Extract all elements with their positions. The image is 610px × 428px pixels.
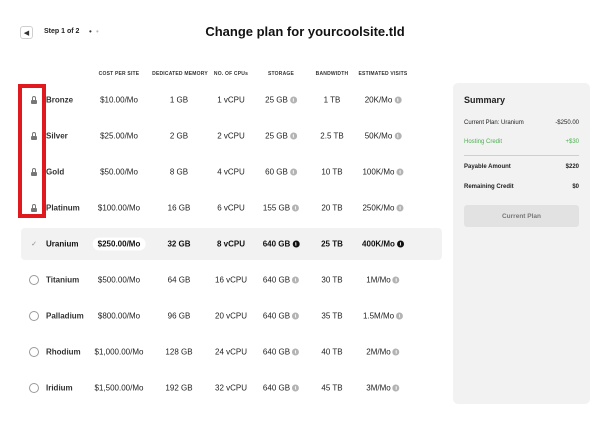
- info-icon[interactable]: i: [394, 133, 401, 140]
- info-icon[interactable]: i: [290, 169, 297, 176]
- info-icon[interactable]: i: [292, 313, 299, 320]
- plan-row-iridium[interactable]: [21, 372, 442, 404]
- plan-name: Titanium: [46, 275, 80, 285]
- plan-memory: [170, 96, 188, 105]
- memory-value: 16 GB: [167, 203, 191, 213]
- cpus-value: 32 vCPU: [214, 383, 248, 393]
- radio-icon[interactable]: [29, 347, 39, 357]
- cost-value: $250.00/Mo: [93, 238, 146, 251]
- remaining-label: Remaining Credit: [464, 184, 514, 190]
- cpus-value: 8 vCPU: [216, 239, 246, 249]
- summary-hosting-credit: [464, 139, 579, 145]
- storage-value: 640 GB: [262, 239, 291, 249]
- plan-cpus: [217, 204, 245, 213]
- plan-memory: [165, 348, 192, 357]
- plan-cost: [98, 204, 140, 213]
- storage-value: 25 GB: [265, 131, 288, 141]
- cost-value: $50.00/Mo: [100, 167, 138, 177]
- cpus-value: 4 vCPU: [217, 167, 245, 177]
- info-icon[interactable]: i: [292, 241, 299, 248]
- storage-value: 60 GB: [265, 167, 288, 177]
- column-cost: COST PER SITE: [98, 71, 140, 77]
- info-icon[interactable]: i: [396, 313, 403, 320]
- step-dots: • •: [89, 27, 100, 36]
- lock-icon: [29, 203, 39, 213]
- visits-value: 50K/Mo: [364, 131, 393, 141]
- summary-remaining: [464, 184, 579, 190]
- memory-value: 64 GB: [167, 275, 191, 285]
- lock-icon: [29, 95, 39, 105]
- plan-row-titanium[interactable]: [21, 264, 442, 296]
- radio-icon[interactable]: [29, 311, 39, 321]
- memory-value: 2 GB: [169, 131, 189, 141]
- plan-storage: [263, 204, 299, 213]
- plan-cost: [98, 312, 140, 321]
- plan-storage: [265, 168, 297, 177]
- plan-bandwidth: [324, 96, 341, 105]
- plan-cpus: [217, 240, 245, 249]
- plan-cpus: [215, 312, 247, 321]
- plan-memory: [170, 168, 188, 177]
- plan-cpus: [217, 132, 245, 141]
- info-icon[interactable]: i: [393, 385, 400, 392]
- plan-row-bronze: [21, 84, 442, 116]
- info-icon[interactable]: i: [397, 169, 404, 176]
- cost-value: $25.00/Mo: [100, 131, 138, 141]
- plan-name: Uranium: [46, 239, 79, 249]
- column-storage: STORAGE: [267, 71, 295, 77]
- visits-value: 400K/Mo: [362, 239, 395, 249]
- hosting-credit-value: +$30: [565, 139, 579, 145]
- plan-cpus: [215, 276, 247, 285]
- column-memory: DEDICATED MEMORY: [152, 71, 208, 77]
- plan-bandwidth: [321, 240, 343, 249]
- summary-current-plan: [464, 120, 579, 126]
- plan-visits: [362, 204, 403, 213]
- plan-name: Bronze: [46, 95, 74, 105]
- lock-icon: [29, 167, 39, 177]
- step-indicator: Step 1 of 2: [44, 28, 80, 35]
- info-icon[interactable]: i: [292, 385, 299, 392]
- storage-value: 640 GB: [262, 347, 291, 357]
- bandwidth-value: 25 TB: [321, 239, 343, 249]
- cost-value: $800.00/Mo: [97, 311, 141, 321]
- memory-value: 96 GB: [167, 311, 191, 321]
- payable-label: Payable Amount: [464, 164, 511, 170]
- memory-value: 8 GB: [169, 167, 189, 177]
- remaining-value: $0: [572, 184, 579, 190]
- info-icon[interactable]: i: [397, 205, 404, 212]
- summary-payable: [464, 164, 579, 170]
- visits-value: 100K/Mo: [362, 167, 395, 177]
- plan-cost: [100, 96, 138, 105]
- plan-memory: [170, 132, 188, 141]
- plan-storage: [263, 240, 300, 249]
- visits-value: 1.5M/Mo: [362, 311, 395, 321]
- plan-memory: [168, 204, 191, 213]
- memory-value: 1 GB: [169, 95, 189, 105]
- page-title: Change plan for yourcoolsite.tld: [205, 24, 405, 39]
- plan-storage: [265, 132, 297, 141]
- plan-cost: [98, 276, 140, 285]
- plan-cost: [93, 238, 146, 251]
- storage-value: 25 GB: [265, 95, 288, 105]
- column-visits: ESTIMATED VISITS: [358, 71, 408, 77]
- plan-memory: [165, 384, 192, 393]
- plan-bandwidth: [321, 204, 342, 213]
- current-plan-value: -$250.00: [555, 120, 579, 126]
- bandwidth-value: 10 TB: [321, 167, 343, 177]
- plan-bandwidth: [321, 168, 342, 177]
- back-button[interactable]: [20, 26, 33, 39]
- bandwidth-value: 45 TB: [321, 383, 343, 393]
- info-icon[interactable]: i: [393, 277, 400, 284]
- plan-visits: [366, 276, 399, 285]
- info-icon[interactable]: i: [292, 349, 299, 356]
- summary-panel: [453, 83, 590, 404]
- plan-visits: [366, 348, 399, 357]
- plan-row-gold: [21, 156, 442, 188]
- visits-value: 20K/Mo: [364, 95, 393, 105]
- plan-row-silver: [21, 120, 442, 152]
- cpus-value: 6 vCPU: [217, 203, 245, 213]
- plan-cost: [100, 132, 138, 141]
- plan-cpus: [217, 168, 245, 177]
- plan-storage: [263, 384, 299, 393]
- plan-name: Rhodium: [46, 347, 81, 357]
- summary-title: Summary: [464, 95, 506, 105]
- visits-value: 3M/Mo: [366, 383, 391, 393]
- header: [0, 0, 610, 64]
- plan-cpus: [217, 96, 245, 105]
- chevron-left-icon: ◀: [23, 29, 30, 37]
- plan-bandwidth: [321, 312, 342, 321]
- plan-visits: [365, 96, 402, 105]
- plan-memory: [168, 312, 191, 321]
- plan-visits: [362, 240, 404, 249]
- plan-visits: [366, 384, 399, 393]
- plan-cpus: [215, 348, 247, 357]
- cost-value: $500.00/Mo: [97, 275, 141, 285]
- column-bandwidth: BANDWIDTH: [315, 71, 349, 77]
- payable-value: $220: [565, 164, 579, 170]
- plan-name: Iridium: [46, 383, 73, 393]
- info-icon[interactable]: i: [290, 97, 297, 104]
- summary-divider: [464, 155, 579, 156]
- info-icon[interactable]: i: [397, 241, 404, 248]
- plan-row-platinum: [21, 192, 442, 224]
- memory-value: 32 GB: [167, 239, 191, 249]
- info-icon[interactable]: i: [292, 277, 299, 284]
- plan-visits: [363, 312, 403, 321]
- plan-name: Platinum: [46, 203, 80, 213]
- cpus-value: 2 vCPU: [217, 131, 245, 141]
- info-icon[interactable]: i: [290, 133, 297, 140]
- plan-visits: [365, 132, 402, 141]
- cpus-value: 16 vCPU: [214, 275, 248, 285]
- memory-value: 128 GB: [165, 347, 193, 357]
- hosting-credit-label: Hosting Credit: [464, 139, 503, 145]
- bandwidth-value: 2.5 TB: [320, 131, 344, 141]
- memory-value: 192 GB: [165, 383, 193, 393]
- visits-value: 250K/Mo: [362, 203, 395, 213]
- storage-value: 640 GB: [262, 383, 291, 393]
- cpus-value: 20 vCPU: [214, 311, 248, 321]
- cost-value: $1,000.00/Mo: [94, 347, 144, 357]
- cost-value: $100.00/Mo: [97, 203, 141, 213]
- storage-value: 640 GB: [262, 275, 291, 285]
- check-icon: ✓: [31, 241, 37, 248]
- bandwidth-value: 20 TB: [321, 203, 343, 213]
- storage-value: 640 GB: [262, 311, 291, 321]
- radio-icon[interactable]: [29, 275, 39, 285]
- plan-name: Gold: [46, 167, 65, 177]
- bandwidth-value: 1 TB: [323, 95, 341, 105]
- visits-value: 1M/Mo: [366, 275, 391, 285]
- plan-storage: [265, 96, 297, 105]
- current-plan-label: Current Plan: Uranium: [464, 120, 524, 126]
- column-cpus: NO. OF CPUs: [213, 71, 249, 77]
- plan-storage: [263, 276, 299, 285]
- plan-bandwidth: [321, 276, 342, 285]
- plan-visits: [362, 168, 403, 177]
- bandwidth-value: 30 TB: [321, 275, 343, 285]
- plan-name: Palladium: [46, 311, 84, 321]
- plan-bandwidth: [321, 384, 342, 393]
- cpus-value: 24 vCPU: [214, 347, 248, 357]
- info-icon[interactable]: i: [394, 97, 401, 104]
- cost-value: $10.00/Mo: [100, 95, 138, 105]
- radio-icon[interactable]: [29, 383, 39, 393]
- visits-value: 2M/Mo: [366, 347, 391, 357]
- plan-memory: [167, 240, 190, 249]
- plan-cost: [100, 168, 138, 177]
- bandwidth-value: 35 TB: [321, 311, 343, 321]
- plan-cost: [95, 384, 144, 393]
- info-icon[interactable]: i: [393, 349, 400, 356]
- plan-row-uranium: [21, 228, 442, 260]
- cost-value: $1,500.00/Mo: [94, 383, 144, 393]
- plan-bandwidth: [320, 132, 343, 141]
- cpus-value: 1 vCPU: [217, 95, 245, 105]
- storage-value: 155 GB: [262, 203, 291, 213]
- bandwidth-value: 40 TB: [321, 347, 343, 357]
- plan-row-rhodium[interactable]: [21, 336, 442, 368]
- plan-bandwidth: [321, 348, 342, 357]
- current-plan-button[interactable]: Current Plan: [464, 205, 579, 227]
- plan-cpus: [215, 384, 247, 393]
- plan-memory: [168, 276, 191, 285]
- info-icon[interactable]: i: [292, 205, 299, 212]
- plan-row-palladium[interactable]: [21, 300, 442, 332]
- plan-storage: [263, 312, 299, 321]
- lock-icon: [29, 131, 39, 141]
- plan-name: Silver: [46, 131, 68, 141]
- plan-cost: [95, 348, 144, 357]
- plan-storage: [263, 348, 299, 357]
